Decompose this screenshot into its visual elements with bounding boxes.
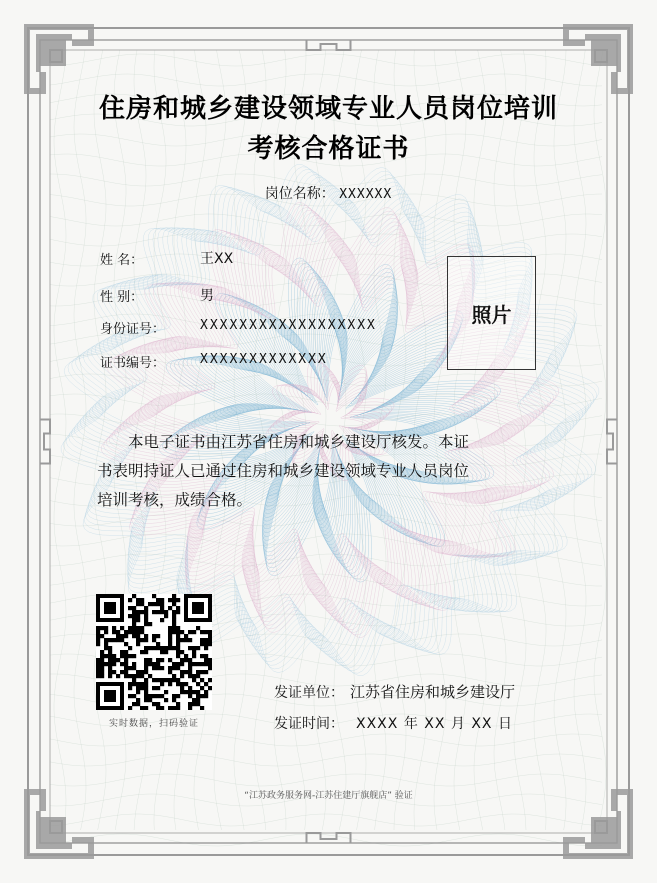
issue-date-value: XXXX 年 XX 月 XX 日 bbox=[356, 716, 513, 732]
certificate-statement bbox=[97, 428, 559, 515]
field-gender-label: 性 别： bbox=[100, 290, 144, 305]
qr-code[interactable] bbox=[96, 594, 212, 710]
field-id-value: XXXXXXXXXXXXXXXXXX bbox=[200, 318, 377, 333]
post-label: 岗位名称： bbox=[264, 186, 335, 202]
photo-label: 照片 bbox=[471, 302, 512, 327]
issuer bbox=[274, 681, 515, 702]
field-name-value: 王XX bbox=[200, 251, 234, 267]
field-gender-value: 男 bbox=[200, 288, 214, 304]
issuer-value: 江苏省住房和城乡建设厅 bbox=[350, 683, 516, 701]
issuer-label: 发证单位： bbox=[274, 685, 344, 701]
statement-line3: 培训考核，成绩合格。 bbox=[97, 491, 253, 509]
photo-placeholder bbox=[447, 256, 536, 370]
issue-date bbox=[274, 713, 513, 733]
certificate-title-line2: 考核合格证书 bbox=[247, 134, 410, 164]
statement-line1: 本电子证书由江苏省住房和城乡建设厅核发。本证 bbox=[128, 433, 470, 451]
field-id-label: 身份证号： bbox=[100, 322, 166, 337]
certificate-title-line1: 住房和城乡建设领域专业人员岗位培训 bbox=[98, 94, 558, 124]
issue-date-label: 发证时间： bbox=[274, 716, 344, 732]
qr-caption: 实时数据，扫码验证 bbox=[108, 719, 199, 729]
statement-line2: 书表明持证人已通过住房和城乡建设领域专业人员岗位 bbox=[97, 462, 470, 480]
field-cert-no-value: XXXXXXXXXXXXX bbox=[200, 352, 328, 367]
post-value: XXXXXX bbox=[339, 187, 393, 202]
post-name bbox=[0, 183, 657, 203]
field-cert-no-label: 证书编号： bbox=[100, 356, 166, 371]
field-name-label: 姓 名： bbox=[100, 253, 144, 268]
verification-note: “江苏政务服务网-江苏住建厅旗舰店” 验证 bbox=[244, 791, 413, 801]
